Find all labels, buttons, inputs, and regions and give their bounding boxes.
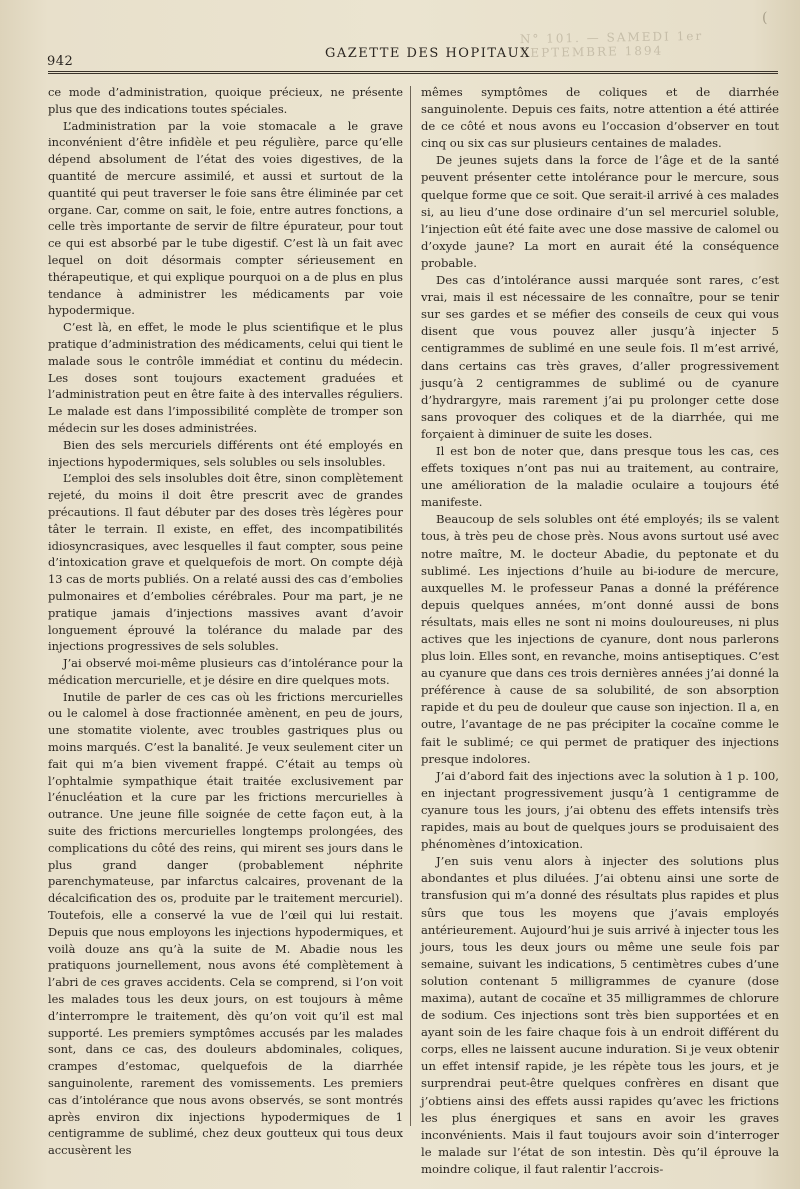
paragraph: L’emploi des sels insolubles doit être, sinon complètement rejeté, du moins il doit être prescrit avec de grandes précautions. Il faut débuter par des doses très légères pour tâter le terrain. Il existe, en effet, des incompatibilités idiosyncrasiques, avec lesquelles il faut compter, sous peine d’intoxication grave et quelquefois de mort. On compte déjà 13 cas de morts publiés. On a relaté aussi des cas d’embolies pulmonaires et d’embolies cérébrales. Pour ma part, je ne pratique jamais d’injections massives avant d’avoir longuement éprouvé la tolérance du malade par des injections progressives de sels solubles. <box>48 471 403 654</box>
edge-mark: ( <box>762 10 768 26</box>
paragraph: L’administration par la voie stomacale a le grave inconvénient d’être infidèle et peu régulière, parce qu’elle dépend absolument de l’état des voies digestives, de la quantité de mercure assimilé, et aussi et surtout de la quantité qui peut traverser le foie sans être éliminée par cet organe. Car, comme on sait, le foie, entre autres fonctions, a celle très importante de servir de filtre épurateur, pour tout ce qui est absorbé par le tube digestif. C’est là un fait avec lequel on doit désormais compter sérieusement en thérapeutique, et qui explique pourquoi on a de plus en plus tendance à administrer les médicaments par voie hypodermique. <box>48 118 403 318</box>
page-title: GAZETTE DES HOPITAUX <box>325 46 531 61</box>
paragraph: C’est là, en effet, le mode le plus scientifique et le plus pratique d’administration des médicaments, celui qui tient le malade sous le contrôle immédiat et continu du médecin. Les doses sont toujours exactement graduées et l’administration peut en être faite à des intervalles réguliers. Le malade est dans l’impossibilité complète de tromper son médecin sur les doses administrées. <box>48 320 403 435</box>
bleed-through-header: N° 101. — SAMEDI 1er SEPTEMBRE 1894 <box>519 28 704 61</box>
header-rule-double <box>48 73 778 74</box>
paragraph: Beaucoup de sels solubles ont été employés; ils se valent tous, à très peu de chose près. Nous avons surtout usé avec notre maître, M. le docteur Abadie, du peptonate et du sublimé. Les injections d’huile au bi-iodure de mercure, auxquelles M. le professeur Panas a donné la préférence depuis quelques années, m’ont donné aussi de bons résultats, mais elles ne sont ni moins douloureuses, ni plus actives que les injections de cyanure, dont nous parlerons plus loin. Elles sont, en revanche, moins antiseptiques. C’est au cyanure que dans ces trois dernières années j’ai donné la préférence à cause de sa solubilité, de son absorption rapide et du peu de douleur que cause son injection. Il a, en outre, l’avantage de ne pas précipiter la cocaïne comme le fait le sublimé; ce qui permet de pratiquer des injections presque indolores. <box>421 512 779 766</box>
paragraph: J’ai d’abord fait des injections avec la solution à 1 p. 100, en injectant progressivement jusqu’à 1 centigramme de cyanure tous les jours, j’ai obtenu des effets intensifs très rapides, mais au bout de quelques jours se produisaient des phénomènes d’intoxication. <box>421 768 779 852</box>
paragraph: J’en suis venu alors à injecter des solutions plus abondantes et plus diluées. J’ai obtenu ainsi une sorte de transfusion qui m’a donné des résultats plus rapides et plus sûrs que tous les moyens que j’avais employés antérieurement. Aujourd’hui je suis arrivé à injecter tous les jours, tous les deux jours ou même une seule fois par semaine, suivant les indications, 5 centimètres cubes d’une solution contenant 5 milligrammes de cyanure (dose maxima), autant de cocaïne et 35 milligrammes de chlorure de sodium. Ces injections sont très bien supportées et en ayant soin de les faire chaque fois à un endroit différent du corps, elles ne laissent aucune induration. Si je veux obtenir un effet intensif rapide, je les répète tous les jours, et je surprendrai peut-être quelques confrères en disant que j’obtiens ainsi des effets aussi rapides qu’avec les frictions les plus énergiques et sans en avoir les graves inconvénients. Mais il faut toujours avoir soin d’interroger le malade sur l’état de son intestin. Dès qu’il éprouve la moindre colique, il faut ralentir l’accrois- <box>421 854 779 1176</box>
page-number: 942 <box>47 54 74 69</box>
paragraph: mêmes symptômes de coliques et de diarrhée sanguinolente. Depuis ces faits, notre attention a été attirée de ce côté et nous avons eu l’occasion d’observer en tout cinq ou six cas sur plusieurs centaines de malades. <box>421 85 779 151</box>
paragraph: Bien des sels mercuriels différents ont été employés en injections hypodermiques, sels solubles ou sels insolubles. <box>48 437 403 469</box>
left-column <box>48 84 403 1159</box>
paragraph: De jeunes sujets dans la force de l’âge et de la santé peuvent présenter cette intolérance pour le mercure, sous quelque forme que ce soit. Que serait-il arrivé à ces malades si, au lieu d’une dose ordinaire d’un sel mercuriel soluble, l’injection eût été faite avec une dose massive de calomel ou d’oxyde jaune? La mort en aurait été la conséquence probable. <box>421 153 779 270</box>
paragraph: ce mode d’administration, quoique précieux, ne présente plus que des indications toutes spéciales. <box>48 85 403 116</box>
paragraph: J’ai observé moi-même plusieurs cas d’intolérance pour la médication mercurielle, et je désire en dire quelques mots. <box>48 656 403 687</box>
right-column <box>421 84 779 1178</box>
paragraph: Des cas d’intolérance aussi marquée sont rares, c’est vrai, mais il est nécessaire de les connaître, pour se tenir sur ses gardes et se méfier des conseils de ceux qui vous disent que vous pouvez aller jusqu’à injecter 5 centigrammes de sublimé en une seule fois. Il m’est arrivé, dans certains cas très graves, d’aller progressivement jusqu’à 2 centigrammes de sublimé ou de cyanure d’hydrargyre, mais rarement j’ai pu prolonger cette dose sans provoquer des coliques et de la diarrhée, qui me forçaient à diminuer de suite les doses. <box>421 273 779 441</box>
header-rule <box>48 71 778 72</box>
paragraph: Il est bon de noter que, dans presque tous les cas, ces effets toxiques n’ont pas nui au traitement, au contraire, une amélioration de la maladie oculaire a toujours été manifeste. <box>421 443 779 510</box>
column-divider <box>410 86 411 1126</box>
paragraph: Inutile de parler de ces cas où les frictions mercurielles ou le calomel à dose fractionnée amènent, en peu de jours, une stomatite violente, avec troubles gastriques plus ou moins marqués. C’est la banalité. Je veux seulement citer un fait qui m’a bien vivement frappé. C’était au temps où l’ophtalmie sympathique était traitée exclusivement par l’énucléation et la cure par les frictions mercurielles à outrance. Une jeune fille soignée de cette façon eut, à la suite des frictions mercurielles longtemps prolongées, des complications du côté des reins, qui mirent ses jours dans le plus grand danger (probablement néphrite parenchymateuse, par infarctus calcaires, provenant de la décalcification des os, produite par le traitement mercuriel). Toutefois, elle a conservé la vue de l’œil qui lui restait. Depuis que nous employons les injections hypodermiques, et voilà douze ans qu’à la suite de M. Abadie nous les pratiquons journellement, nous avons été complètement à l’abri de ces graves accidents. Cela se comprend, si l’on voit les malades tous les deux jours, on est toujours à même d’interrompre le traitement, dès qu’on voit qu’il est mal supporté. Les premiers symptômes accusés par les malades sont, dans ce cas, des douleurs abdominales, coliques, crampes d’estomac, quelquefois de la diarrhée sanguinolente, rarement des vomissements. Les premiers cas d’intolérance que nous avons observés, se sont montrés après environ dix injections hypodermiques de 1 centigramme de sublimé, chez deux goutteux qui tous deux accusèrent les <box>48 689 403 1158</box>
